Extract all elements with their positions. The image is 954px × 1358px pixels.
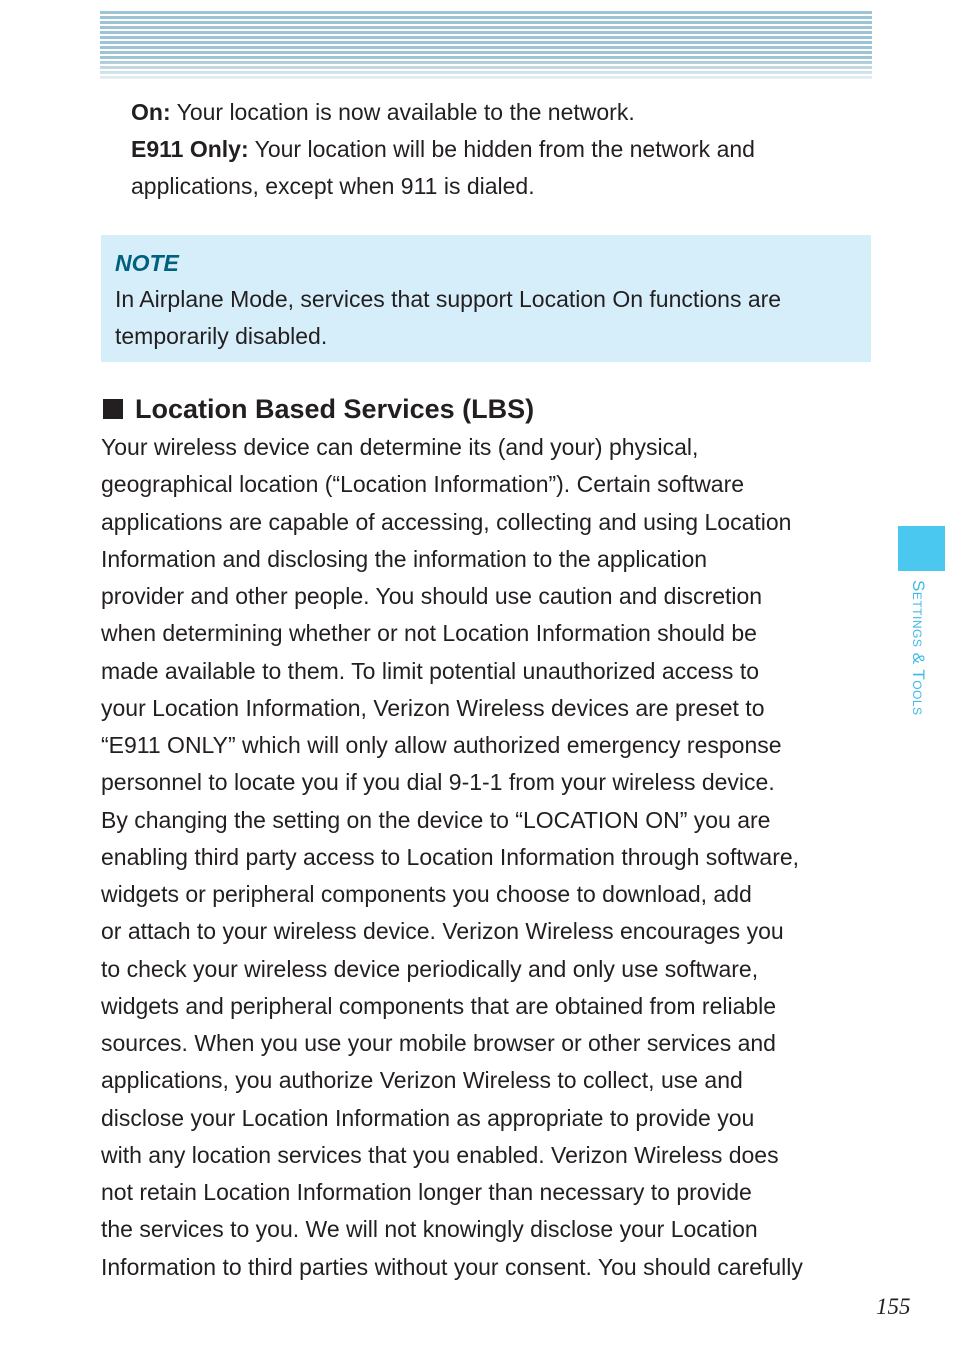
option-on	[131, 94, 851, 131]
note-box	[101, 235, 871, 362]
option-e911-only	[131, 131, 851, 168]
body-line: personnel to locate you if you dial 9-1-1 from your wireless device.	[101, 769, 775, 796]
body-line: provider and other people. You should use caution and discretion	[101, 583, 763, 609]
option-description: Your location will be hidden from the network and	[248, 136, 755, 162]
note-title: NOTE	[115, 250, 179, 276]
body-line: applications, you authorize Verizon Wireless to collect, use and	[101, 1067, 743, 1094]
body-line: By changing the setting on the device to “LOCATION ON” you are	[101, 806, 771, 833]
body-line: to check your wireless device periodically and only use software,	[101, 955, 759, 982]
option-e911-continuation	[131, 168, 851, 205]
body-line: sources. When you use your mobile browser or other services and	[101, 1030, 776, 1056]
body-line: the services to you. We will not knowingly disclose your Location	[101, 1216, 758, 1243]
body-line: with any location services that you enabled. Verizon Wireless does	[101, 1141, 779, 1168]
section-body	[101, 429, 871, 1286]
body-line: Information to third parties without your consent. You should carefully	[101, 1253, 803, 1280]
section-heading-text: Location Based Services (LBS)	[135, 394, 535, 424]
section-heading	[101, 389, 534, 429]
header-stripe-band	[100, 11, 872, 79]
body-line: widgets and peripheral components that are obtained from reliable	[101, 992, 777, 1019]
body-line: enabling third party access to Location Information through software,	[101, 843, 800, 870]
body-line: made available to them. To limit potential unauthorized access to	[101, 657, 760, 684]
body-line: applications are capable of accessing, collecting and using Location	[101, 508, 792, 535]
option-term: On:	[131, 99, 171, 125]
body-line: “E911 ONLY” which will only allow authorized emergency response	[101, 732, 782, 758]
option-description: Your location is now available to the network.	[170, 99, 635, 125]
body-line: when determining whether or not Location Information should be	[101, 620, 757, 647]
body-line: or attach to your wireless device. Verizon Wireless encourages you	[101, 918, 784, 945]
body-line: geographical location (“Location Information”). Certain software	[101, 471, 745, 498]
body-line: widgets or peripheral components you choose to download, add	[101, 881, 752, 907]
page-number: 155	[876, 1294, 911, 1319]
body-line: Your wireless device can determine its (and your) physical,	[101, 434, 699, 460]
body-line: Information and disclosing the information to the application	[101, 545, 708, 572]
body-line: not retain Location Information longer than necessary to provide	[101, 1179, 752, 1205]
chapter-tab	[898, 526, 945, 571]
note-line: temporarily disabled.	[115, 323, 328, 349]
option-term: E911 Only:	[131, 136, 249, 162]
chapter-side-label: Settings & Tools	[909, 580, 928, 716]
body-line: disclose your Location Information as appropriate to provide you	[101, 1104, 755, 1131]
note-line: In Airplane Mode, services that support Location On functions are	[115, 286, 782, 312]
body-line: your Location Information, Verizon Wireless devices are preset to	[101, 694, 765, 721]
option-description: applications, except when 911 is dialed.	[131, 173, 535, 199]
square-bullet-icon	[103, 399, 123, 419]
